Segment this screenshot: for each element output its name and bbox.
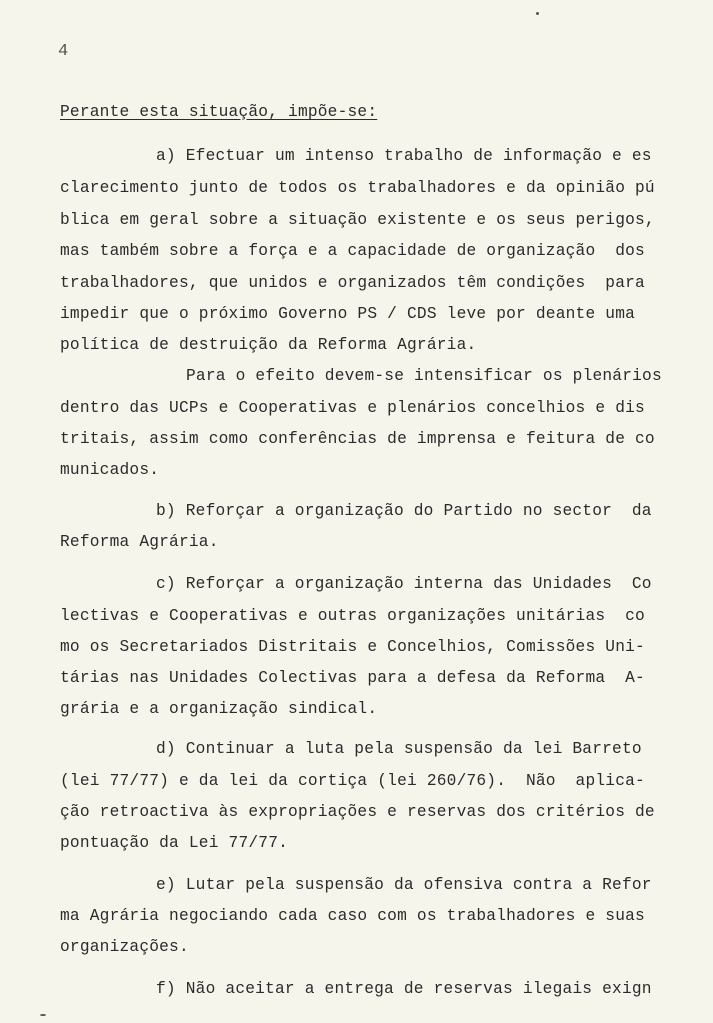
- paragraph-a-line: trabalhadores, que unidos e organizados têm condições para: [60, 274, 645, 292]
- paragraph-plenarios-line: dentro das UCPs e Cooperativas e plenários concelhios e dis: [60, 399, 645, 417]
- paragraph-plenarios-line: municados.: [60, 461, 160, 479]
- paragraph-d-line: (lei 77/77) e da lei da cortiça (lei 260/76). Não aplica-: [60, 772, 645, 790]
- paper-speck: [40, 1014, 46, 1016]
- paragraph-c-line: lectivas e Cooperativas e outras organizações unitárias co: [60, 607, 645, 625]
- paragraph-c-line: grária e a organização sindical.: [60, 700, 378, 718]
- section-heading: Perante esta situação, impõe-se:: [60, 103, 378, 121]
- paragraph-a-line: impedir que o próximo Governo PS / CDS leve por deante uma: [60, 305, 636, 323]
- paragraph-a-line: a) Efectuar um intenso trabalho de informação e es: [156, 147, 652, 165]
- paragraph-c-line: c) Reforçar a organização interna das Unidades Co: [156, 575, 652, 593]
- paragraph-plenarios-line: tritais, assim como conferências de imprensa e feitura de co: [60, 430, 655, 448]
- paragraph-e-line: ma Agrária negociando cada caso com os trabalhadores e suas: [60, 907, 645, 925]
- paragraph-e-line: e) Lutar pela suspensão da ofensiva contra a Refor: [156, 876, 652, 894]
- paragraph-f-line: f) Não aceitar a entrega de reservas ilegais exign: [156, 980, 652, 998]
- paragraph-a-line: blica em geral sobre a situação existente e os seus perigos,: [60, 211, 655, 229]
- paper-speck: [536, 12, 539, 15]
- page-number: 4: [58, 42, 69, 61]
- paragraph-e-line: organizações.: [60, 938, 189, 956]
- paragraph-d-line: d) Continuar a luta pela suspensão da lei Barreto: [156, 740, 642, 758]
- paragraph-plenarios-line: Para o efeito devem-se intensificar os plenários: [186, 367, 662, 385]
- paragraph-a-line: clarecimento junto de todos os trabalhadores e da opinião pú: [60, 179, 655, 197]
- paragraph-b-line: Reforma Agrária.: [60, 533, 219, 551]
- paragraph-a-line: mas também sobre a força e a capacidade de organização dos: [60, 242, 645, 260]
- paragraph-a-line: política de destruição da Reforma Agrária.: [60, 336, 477, 354]
- paragraph-d-line: ção retroactiva às expropriações e reservas dos critérios de: [60, 803, 655, 821]
- paragraph-c-line: tárias nas Unidades Colectivas para a defesa da Reforma A-: [60, 669, 645, 687]
- paragraph-d-line: pontuação da Lei 77/77.: [60, 834, 289, 852]
- paragraph-c-line: mo os Secretariados Distritais e Concelhios, Comissões Uni-: [60, 638, 645, 656]
- paragraph-b-line: b) Reforçar a organização do Partido no sector da: [156, 502, 652, 520]
